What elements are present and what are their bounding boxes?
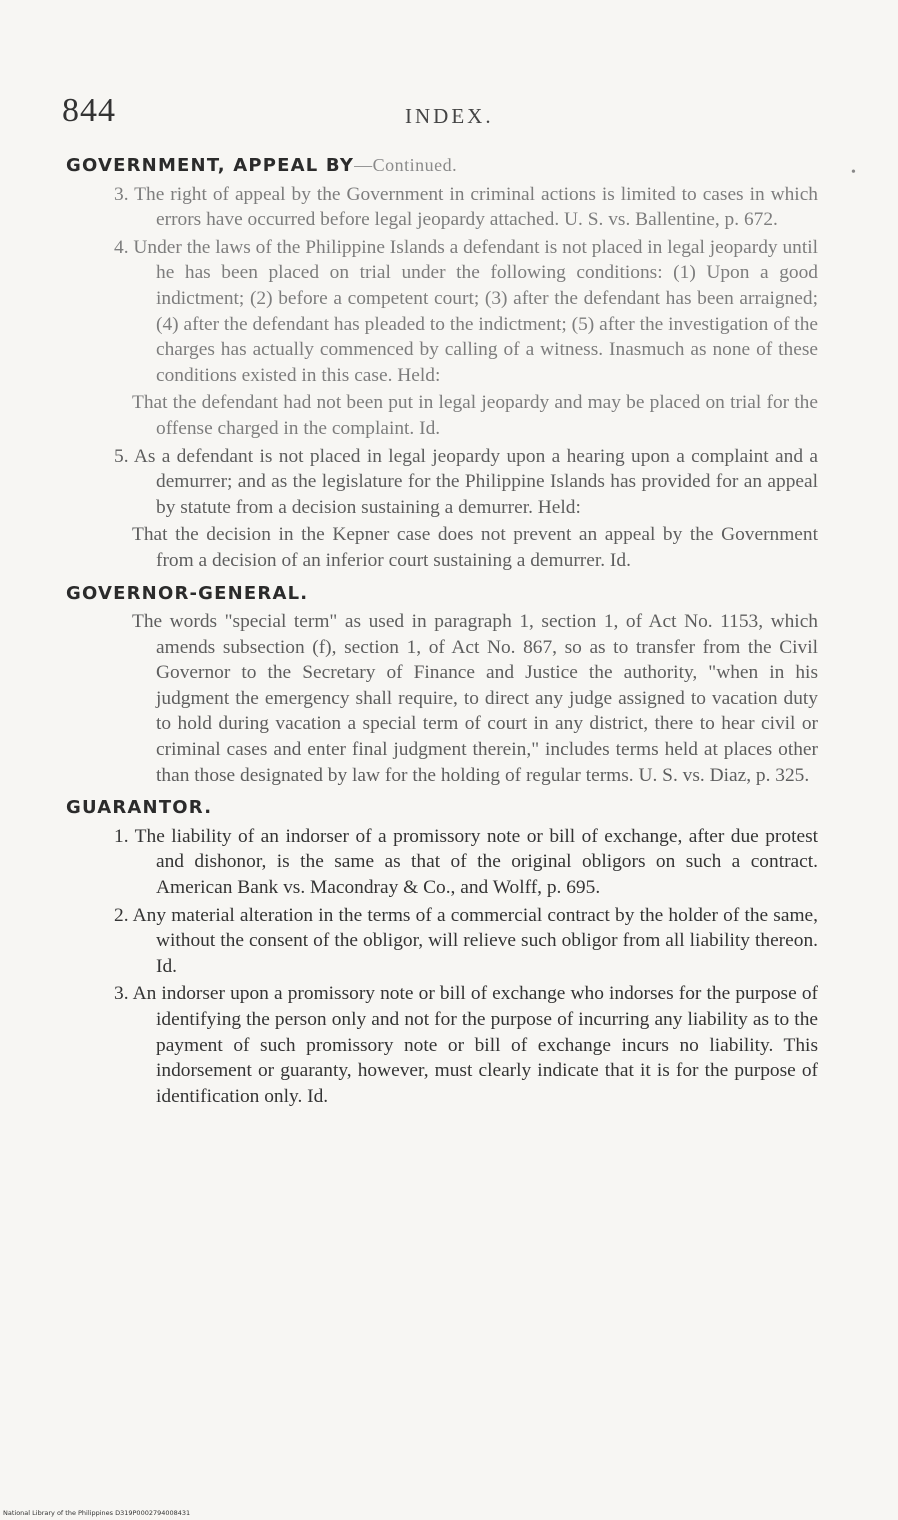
heading-text: GOVERNOR-GENERAL. [66,582,309,604]
running-head: INDEX. [405,104,494,128]
scan-footer: National Library of the Philippines D319P0002794008431 [3,1509,191,1517]
index-entry: 3. An indorser upon a promissory note or bill of exchange who indorses for the purpose of identifying the person only and not for the purpose of incurring any liability as to the payment of such promissory note or bill of exchange incurs no liability. This indorsement or guaranty, however, must clearly indicate that it is for the purpose of identification only. Id. [114,983,818,1107]
index-entry: 2. Any material alteration in the terms of a commercial contract by the holder of the same, without the consent of the obligor, will relieve such obligor from all liability thereon. Id. [114,904,818,977]
section-heading-guarantor [66,795,818,821]
index-entry: 5. As a defendant is not placed in legal jeopardy upon a hearing upon a complaint and a demurrer; and as the legislature for the Philippine Islands has provided for an appeal by statute from a decision sustaining a demurrer. Held: [114,445,818,518]
heading-text: GOVERNMENT, APPEAL BY [66,155,355,176]
index-entry: 1. The liability of an indorser of a promissory note or bill of exchange, after due protest and dishonor, is the same as that of the original obligors on such a contract. American Bank vs. Macondray & Co., and Wolff, p. 695. [114,825,818,899]
index-entry: 3. The right of appeal by the Government in criminal actions is limited to cases in which errors have occurred before legal jeopardy attached. U. S. vs. Ballentine, p. 672. [114,183,818,231]
edge-mark: • [851,165,856,180]
index-content [66,146,818,1111]
continued-label: —Continued. [354,155,458,175]
section-heading-governor-general [66,581,818,607]
held-entry: That the defendant had not been put in legal jeopardy and may be placed on trial for the offense charged in the complaint. Id. [132,392,818,439]
page-number: 844 [62,92,116,129]
heading-text: GUARANTOR. [66,797,213,819]
held-entry: That the decision in the Kepner case does not prevent an appeal by the Government from a decision of an inferior court sustaining a demurrer. Id. [132,524,818,571]
index-entry: The words "special term" as used in paragraph 1, section 1, of Act No. 1153, which amends subsection (f), section 1, of Act No. 867, so as to transfer from the Civil Governor to the Secretary of Finance and Justice the authority, "when in his judgment the emergency shall require, to direct any judge assigned to vacation duty to hold during vacation a special term of court in any district, there to hear civil or criminal cases and enter final judgment therein," includes terms held at places other than those designated by law for the holding of regular terms. U. S. vs. Diaz, p. 325. [132,611,818,786]
section-heading-government-appeal [66,153,818,179]
index-entry: 4. Under the laws of the Philippine Islands a defendant is not placed in legal jeopardy until he has been placed on trial under the following conditions: (1) Upon a good indictment; (2) before a competent court; (3) after the defendant has been arraigned; (4) after the defendant has pleaded to the indictment; (5) after the investigation of the charges has actually commenced by calling of a witness. Inasmuch as none of these conditions existed in this case. Held: [114,236,818,386]
